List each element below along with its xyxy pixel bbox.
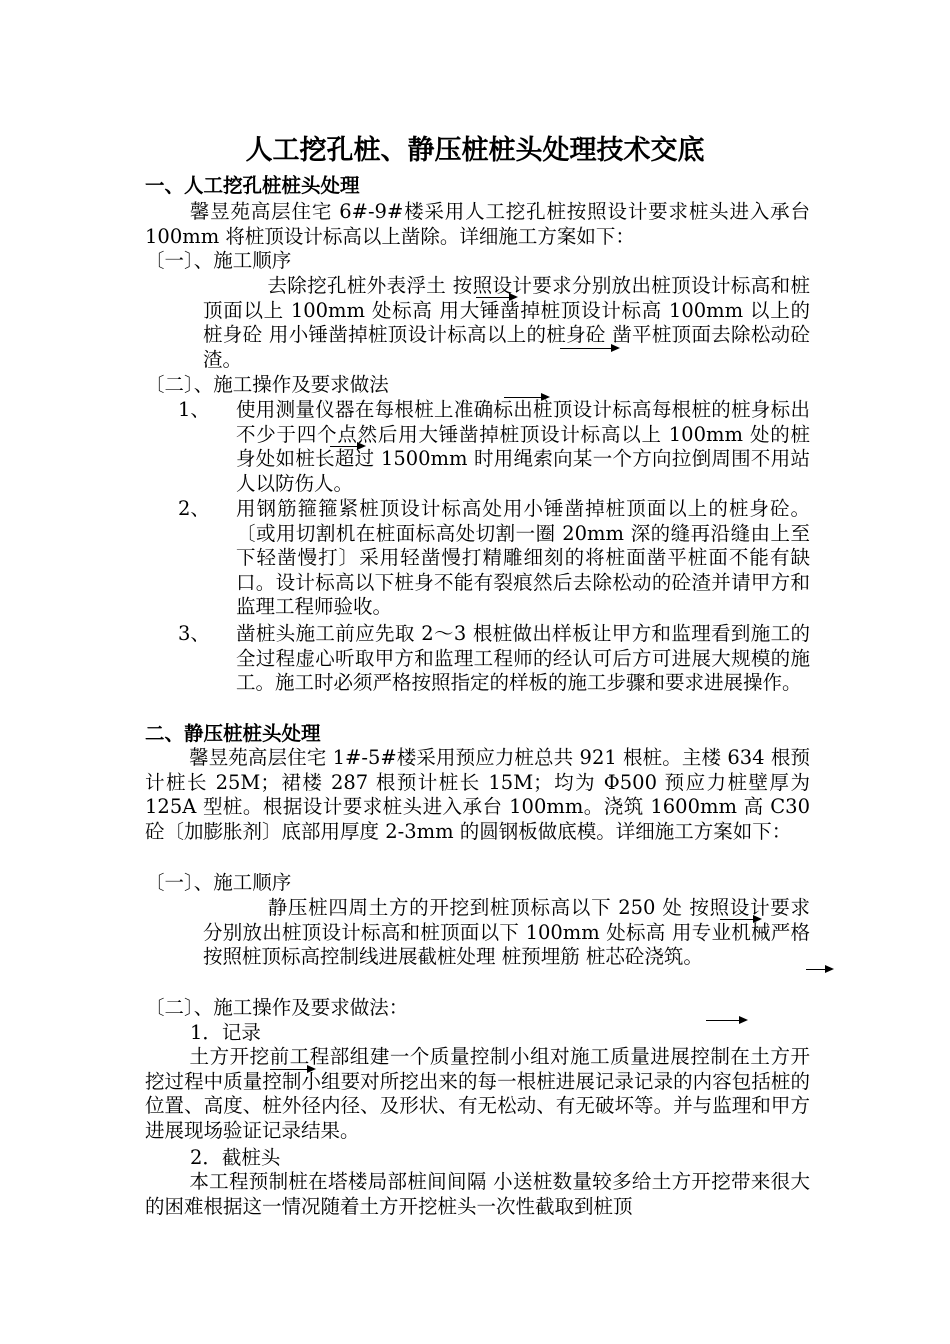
section-1-ops-title: 〔二〕、施工操作及要求做法 <box>145 373 389 396</box>
cut-title: 2．截桩头 <box>190 1146 281 1169</box>
record-text-body: 土方开挖前工程部组建一个质量控制小组对施工质量进展控制在土方开挖过程中质量控制小组要对所挖出来的每一根桩进展记录记录的内容包括桩的位置、高度、桩外径内径、及形状、有无松动、有无破坏等。并与监理和甲方进展现场验证记录结果。 <box>145 1045 810 1142</box>
item-number: 3、 <box>178 622 210 645</box>
section-1-order-text-body: 去除挖孔桩外表浮土 按照设计要求分别放出桩顶设计标高和桩顶面以上 100mm 处标高 用大锤凿掉桩顶设计标高 100mm 以上的桩身砼 用小锤凿掉桩顶设计标高以上的桩身砼 凿平桩顶面去除松动砼渣。 <box>203 274 810 371</box>
flow-arrow-icon <box>476 297 516 298</box>
section-1-intro-text: 馨昱苑高层住宅 6#-9#楼采用人工挖孔桩按照设计要求桩头进入承台 100mm 将桩顶设计标高以上凿除。详细施工方案如下： <box>145 200 810 248</box>
flow-arrow-icon <box>504 397 548 398</box>
section-1-order-text <box>203 274 810 372</box>
cut-text <box>145 1170 810 1219</box>
cut-text-body: 本工程预制桩在塔楼局部桩间间隔 小送桩数量较多给土方开挖带来很大的困难根据这一情况随着土方开挖桩头一次性截取到桩顶 <box>145 1170 810 1218</box>
flow-arrow-icon <box>560 348 618 349</box>
document-title: 人工挖孔桩、静压桩桩头处理技术交底 <box>245 135 705 166</box>
item-text: 使用测量仪器在每根桩上准确标出桩顶设计标高每根桩的桩身标出不少于四个点然后用大锤凿掉桩顶设计标高以上 100mm 处的桩身处如桩长超过 1500mm 时用绳索向某一个方向拉倒周围不用站人以防伤人。 <box>236 398 810 495</box>
flow-arrow-icon <box>706 1020 746 1021</box>
section-2-heading: 二、静压桩桩头处理 <box>145 722 321 745</box>
item-number: 1、 <box>178 398 210 421</box>
item-text: 用钢筋箍箍紧桩顶设计标高处用小锤凿掉桩顶面以上的桩身砼。〔或用切割机在桩面标高处切割一圈 20mm 深的缝再沿缝由上至下轻凿慢打〕采用轻凿慢打精雕细刻的将桩面凿平桩面不能有缺口。设计标高以下桩身不能有裂痕然后去除松动的砼渣并请甲方和监理工程师验收。 <box>236 497 810 619</box>
section-2-order-title: 〔一〕、施工顺序 <box>145 871 292 894</box>
section-2-intro-text: 馨昱苑高层住宅 1#-5#楼采用预应力桩总共 921 根桩。主楼 634 根预计桩长 25M；裙楼 287 根预计桩长 15M；均为 Φ500 预应力桩壁厚为 125A 型桩。根据设计要求桩头进入承台 100mm。浇筑 1600mm 高 C30 砼〔加膨胀剂〕底部用厚度 2-3mm 的圆钢板做底模。详细施工方案如下： <box>145 746 810 843</box>
section-1-order-title: 〔一〕、施工顺序 <box>145 249 292 272</box>
record-title: 1．记录 <box>190 1021 261 1044</box>
section-2-order-text-body: 静压桩四周土方的开挖到桩顶标高以下 250 处 按照设计要求分别放出桩顶设计标高和桩顶面以下 100mm 处标高 用专业机械严格按照桩顶标高控制线进展截桩处理 桩预埋筋 桩芯砼浇筑。 <box>203 896 810 969</box>
item-text: 凿桩头施工前应先取 2～3 根桩做出样板让甲方和监理看到施工的全过程虚心听取甲方和监理工程师的经认可后方可进展大规模的施工。施工时必须严格按照指定的样板的施工步骤和要求进展操作。 <box>236 622 810 695</box>
section-1-intro <box>145 200 810 249</box>
flow-arrow-icon <box>330 446 364 447</box>
flow-arrow-icon <box>270 1069 314 1070</box>
record-text <box>145 1045 810 1143</box>
section-1-heading: 一、人工挖孔桩桩头处理 <box>145 174 360 197</box>
section-2-ops-title: 〔二〕、施工操作及要求做法： <box>145 996 409 1019</box>
section-2-order-text <box>203 896 810 970</box>
flow-arrow-icon <box>720 919 760 920</box>
flow-arrow-icon <box>806 969 832 970</box>
item-number: 2、 <box>178 497 210 520</box>
section-2-intro <box>145 746 810 844</box>
